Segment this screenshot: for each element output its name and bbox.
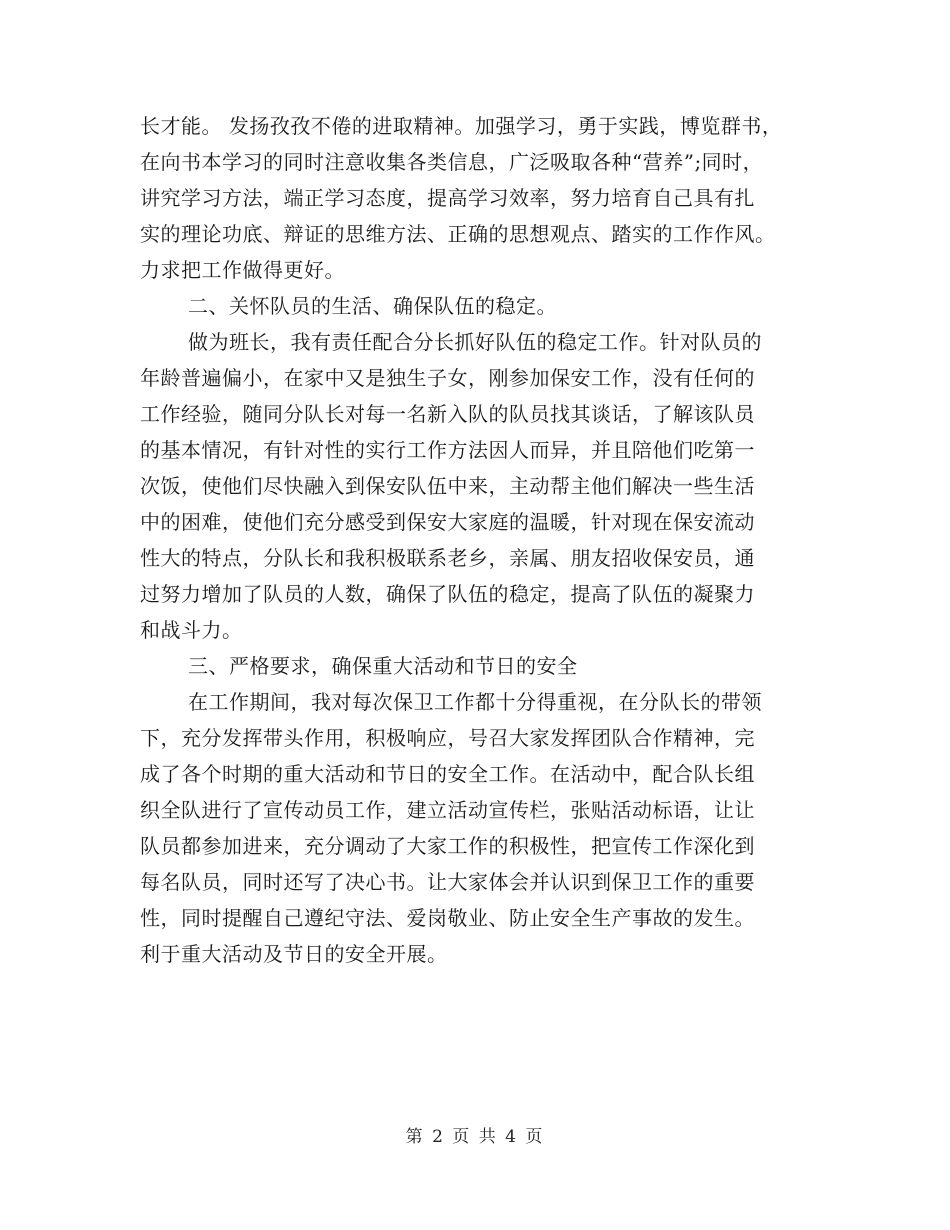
- text-line: 二、关怀队员的生活、确保队伍的稳定。: [188, 294, 557, 318]
- text-line: 工作经验，随同分队长对每一名新入队的队员找其谈话，了解该队员: [140, 402, 755, 426]
- text-line: 的基本情况，有针对性的实行工作方法因人而异，并且陪他们吃第一: [140, 438, 755, 462]
- text-line: 实的理论功底、辩证的思维方法、正确的思想观点、踏实的工作作风。: [140, 222, 776, 246]
- text-line: 次饭，使他们尽快融入到保安队伍中来，主动帮主他们解决一些生活: [140, 474, 755, 498]
- text-line: 力求把工作做得更好。: [140, 258, 345, 282]
- text-line: 过努力增加了队员的人数，确保了队伍的稳定，提高了队伍的凝聚力: [140, 582, 755, 606]
- text-line: 性大的特点，分队长和我积极联系老乡，亲属、朋友招收保安员，通: [140, 546, 755, 570]
- page-footer: 第 2 页 共 4 页: [405, 1127, 545, 1147]
- text-line: 每名队员，同时还写了决心书。让大家体会并认识到保卫工作的重要: [140, 870, 755, 894]
- text-line: 做为班长，我有责任配合分长抓好队伍的稳定工作。针对队员的: [188, 330, 762, 354]
- text-line: 成了各个时期的重大活动和节日的安全工作。在活动中，配合队长组: [140, 762, 755, 786]
- text-line: 年龄普遍偏小，在家中又是独生子女，刚参加保安工作，没有任何的: [140, 366, 755, 390]
- text-line: 长才能。 发扬孜孜不倦的进取精神。加强学习，勇于实践，博览群书，: [140, 114, 783, 138]
- text-line: 在向书本学习的同时注意收集各类信息，广泛吸取各种“营养”;同时，: [140, 150, 764, 174]
- text-line: 中的困难，使他们充分感受到保安大家庭的温暖，针对现在保安流动: [140, 510, 755, 534]
- text-line: 三、严格要求，确保重大活动和节日的安全: [188, 654, 578, 678]
- text-line: 下，充分发挥带头作用，积极响应，号召大家发挥团队合作精神，完: [140, 726, 755, 750]
- text-line: 队员都参加进来，充分调动了大家工作的积极性，把宣传工作深化到: [140, 834, 755, 858]
- document-body: [140, 108, 810, 972]
- text-line: 利于重大活动及节日的安全开展。: [140, 942, 448, 966]
- text-line: 讲究学习方法，端正学习态度，提高学习效率，努力培育自己具有扎: [140, 186, 755, 210]
- text-line: 性，同时提醒自己遵纪守法、爱岗敬业、防止安全生产事故的发生。: [140, 906, 755, 930]
- text-line: 和战斗力。: [140, 618, 243, 642]
- text-line: 织全队进行了宣传动员工作，建立活动宣传栏，张贴活动标语，让让: [140, 798, 755, 822]
- text-line: 在工作期间，我对每次保卫工作都十分得重视，在分队长的带领: [188, 690, 762, 714]
